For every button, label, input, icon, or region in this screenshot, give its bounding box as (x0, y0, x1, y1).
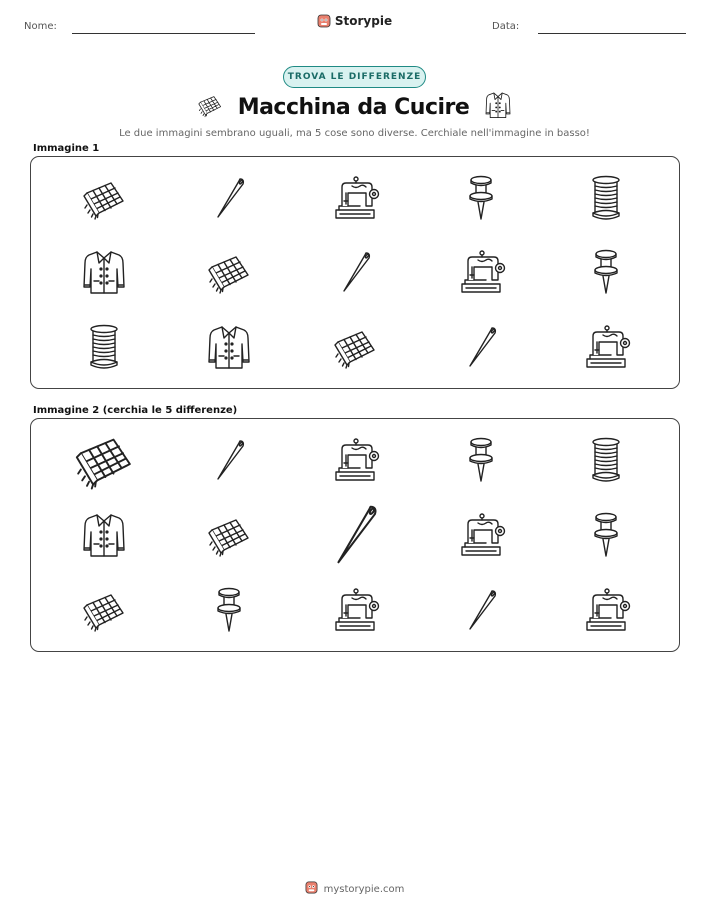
panel2-cell-r2c5[interactable] (543, 498, 669, 573)
panel1-cell-r3c2[interactable] (167, 310, 293, 384)
sewing-machine-icon-svg (456, 247, 506, 297)
panel2-cell-r3c5[interactable] (543, 572, 669, 647)
fabric-icon-svg (79, 585, 129, 635)
sewing-machine-icon (330, 435, 380, 485)
sewing-machine-icon (456, 510, 506, 560)
instructions: Le due immagini sembrano uguali, ma 5 cose sono diverse. Cerchiale nell'immagine in basso! (119, 128, 590, 139)
pin-icon (581, 510, 631, 560)
date-label: Data: (492, 21, 520, 32)
panel1-cell-r2c4[interactable] (418, 235, 544, 309)
panel2-cell-r1c4[interactable] (418, 423, 544, 498)
jacket-icon-svg (483, 90, 513, 120)
needle-icon (456, 585, 506, 635)
fabric-icon-svg (204, 510, 254, 560)
panel1-cell-r1c5[interactable] (543, 161, 669, 235)
needle-icon (204, 435, 254, 485)
footer-url[interactable]: mystorypie.com (323, 884, 405, 895)
needle-icon (204, 173, 254, 223)
name-line[interactable] (72, 33, 255, 34)
pin-icon (581, 247, 631, 297)
pin-icon-svg (581, 247, 631, 297)
panel1-label: Immagine 1 (33, 143, 100, 154)
panel2-cell-r3c1[interactable] (41, 572, 167, 647)
panel1-cell-r2c5[interactable] (543, 235, 669, 309)
sewing-machine-icon-svg (330, 435, 380, 485)
panel1-cell-r1c2[interactable] (167, 161, 293, 235)
thread-spool-icon (581, 435, 631, 485)
needle-icon-svg (204, 173, 254, 223)
panel2-cell-r2c3[interactable] (292, 498, 418, 573)
sewing-machine-icon-svg (330, 585, 380, 635)
sewing-machine-icon (581, 585, 631, 635)
brand-name: Storypie (334, 14, 393, 28)
panel1-cell-r3c5[interactable] (543, 310, 669, 384)
thread-spool-icon-svg (581, 173, 631, 223)
name-label: Nome: (24, 21, 57, 32)
sewing-machine-icon (581, 322, 631, 372)
panel1-cell-r3c4[interactable] (418, 310, 544, 384)
sewing-machine-icon-svg (581, 322, 631, 372)
thread-spool-icon (79, 322, 129, 372)
pin-icon (204, 585, 254, 635)
fabric-icon (79, 173, 129, 223)
image-panel-2 (30, 418, 680, 652)
sewing-machine-icon-svg (581, 585, 631, 635)
mascot-icon (305, 880, 318, 899)
panel2-cell-r1c1[interactable] (41, 423, 167, 498)
panel1-cell-r1c4[interactable] (418, 161, 544, 235)
needle-icon-svg (456, 585, 506, 635)
needle-icon-svg (318, 498, 391, 571)
fabric-icon-svg (196, 91, 224, 119)
panel2-cell-r3c2[interactable] (167, 572, 293, 647)
fabric-icon (79, 585, 129, 635)
panel2-cell-r2c2[interactable] (167, 498, 293, 573)
page-title: Macchina da Cucire (237, 94, 470, 120)
fabric-icon (204, 510, 254, 560)
title-row (0, 90, 709, 124)
jacket-icon (79, 510, 129, 560)
needle-icon-svg (330, 247, 380, 297)
pin-icon-svg (456, 173, 506, 223)
panel2-cell-r1c5[interactable] (543, 423, 669, 498)
pin-icon-svg (581, 510, 631, 560)
thread-spool-icon-svg (79, 322, 129, 372)
panel2-cell-r1c3[interactable] (292, 423, 418, 498)
panel1-cell-r2c1[interactable] (41, 235, 167, 309)
image-panel-1 (30, 156, 680, 389)
fabric-icon (70, 426, 138, 494)
needle-icon (330, 247, 380, 297)
panel2-cell-r1c2[interactable] (167, 423, 293, 498)
jacket-icon-svg (79, 247, 129, 297)
jacket-icon (79, 247, 129, 297)
jacket-icon-svg (79, 510, 129, 560)
fabric-icon-svg (79, 173, 129, 223)
panel1-cell-r2c2[interactable] (167, 235, 293, 309)
panel1-cell-r3c3[interactable] (292, 310, 418, 384)
panel2-cell-r2c4[interactable] (418, 498, 544, 573)
pin-icon-svg (456, 435, 506, 485)
activity-badge: TROVA LE DIFFERENZE (283, 66, 426, 88)
fabric-icon (196, 91, 224, 123)
thread-spool-icon-svg (581, 435, 631, 485)
fabric-icon-svg (70, 426, 138, 494)
panel1-cell-r1c3[interactable] (292, 161, 418, 235)
panel1-cell-r2c3[interactable] (292, 235, 418, 309)
needle-icon-svg (204, 435, 254, 485)
fabric-icon (204, 247, 254, 297)
jacket-icon (483, 90, 513, 124)
panel1-cell-r3c1[interactable] (41, 310, 167, 384)
panel2-cell-r3c4[interactable] (418, 572, 544, 647)
jacket-icon (204, 322, 254, 372)
pin-icon (456, 173, 506, 223)
fabric-icon (330, 322, 380, 372)
sewing-machine-icon-svg (456, 510, 506, 560)
brand-logo (0, 13, 709, 29)
sewing-machine-icon (330, 585, 380, 635)
fabric-icon-svg (204, 247, 254, 297)
panel2-label: Immagine 2 (cerchia le 5 differenze) (33, 405, 238, 416)
fabric-icon-svg (330, 322, 380, 372)
jacket-icon-svg (204, 322, 254, 372)
needle-icon (318, 498, 391, 571)
panel1-cell-r1c1[interactable] (41, 161, 167, 235)
pin-icon (456, 435, 506, 485)
mascot-icon (317, 13, 331, 29)
panel2-cell-r3c3[interactable] (292, 572, 418, 647)
panel2-cell-r2c1[interactable] (41, 498, 167, 573)
needle-icon-svg (456, 322, 506, 372)
sewing-machine-icon (456, 247, 506, 297)
date-line[interactable] (538, 33, 686, 34)
needle-icon (456, 322, 506, 372)
sewing-machine-icon-svg (330, 173, 380, 223)
sewing-machine-icon (330, 173, 380, 223)
pin-icon-svg (204, 585, 254, 635)
footer (0, 880, 709, 899)
thread-spool-icon (581, 173, 631, 223)
